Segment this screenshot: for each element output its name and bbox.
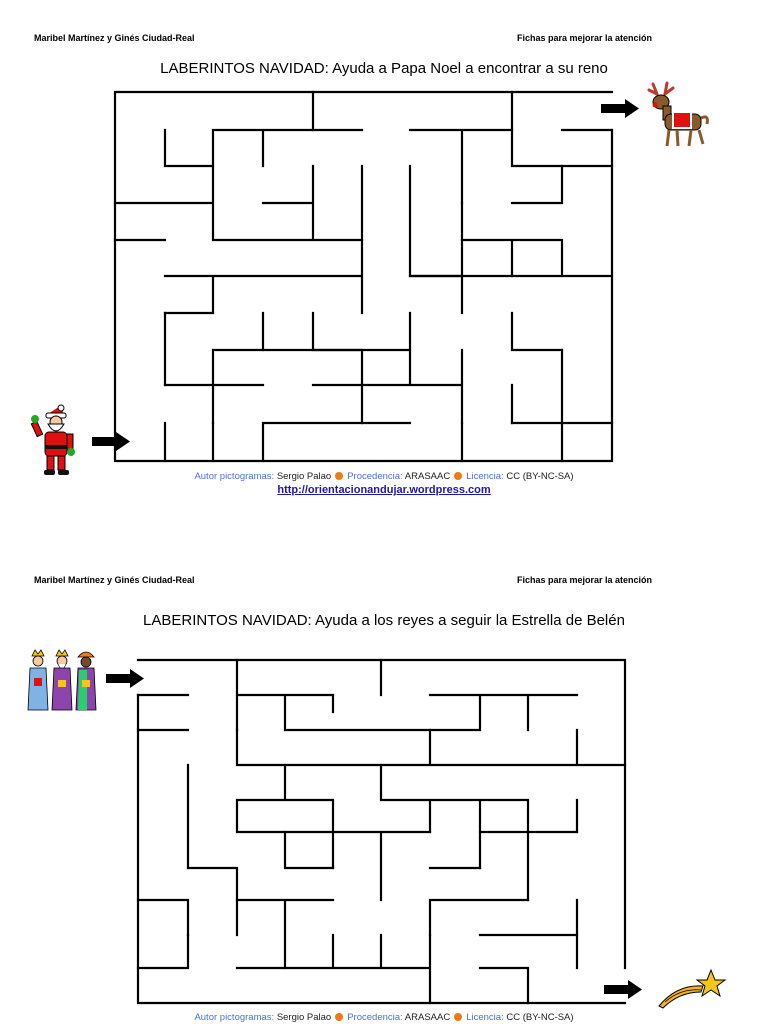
bullet-icon [335, 1013, 343, 1021]
author-header: Maribel Martínez y Ginés Ciudad-Real [34, 33, 195, 43]
credit-author-label: Autor pictogramas: [194, 471, 275, 482]
maze-title: LABERINTOS NAVIDAD: Ayuda a Papa Noel a encontrar a su reno [160, 60, 608, 77]
series-header: Fichas para mejorar la atención [517, 33, 653, 43]
maze-title: LABERINTOS NAVIDAD: Ayuda a los reyes a seguir la Estrella de Belén [143, 612, 625, 629]
credit-license: CC (BY-NC-SA) [506, 1012, 574, 1023]
credit-author: Sergio Palao [276, 471, 332, 482]
credit-source: ARASAAC [404, 471, 451, 482]
bullet-icon [454, 1013, 462, 1021]
author-header: Maribel Martínez y Ginés Ciudad-Real [34, 575, 195, 585]
credit-author: Sergio Palao [276, 1012, 332, 1023]
credit-source-label: Procedencia: [347, 1012, 403, 1023]
credit-source: ARASAAC [404, 1012, 451, 1023]
three-kings-icon [26, 648, 102, 714]
credit-license-label: Licencia: [466, 471, 504, 482]
credit-source-label: Procedencia: [347, 471, 403, 482]
credit-license: CC (BY-NC-SA) [506, 471, 574, 482]
credit-license-label: Licencia: [466, 1012, 504, 1023]
start-arrow-icon [106, 669, 144, 688]
website-link[interactable]: http://orientacionandujar.wordpress.com [277, 484, 491, 496]
credit-author-label: Autor pictogramas: [194, 1012, 275, 1023]
goal-arrow-icon [604, 980, 642, 999]
credits-line [0, 1012, 768, 1023]
series-header: Fichas para mejorar la atención [517, 575, 653, 585]
shooting-star-icon [655, 966, 727, 1010]
